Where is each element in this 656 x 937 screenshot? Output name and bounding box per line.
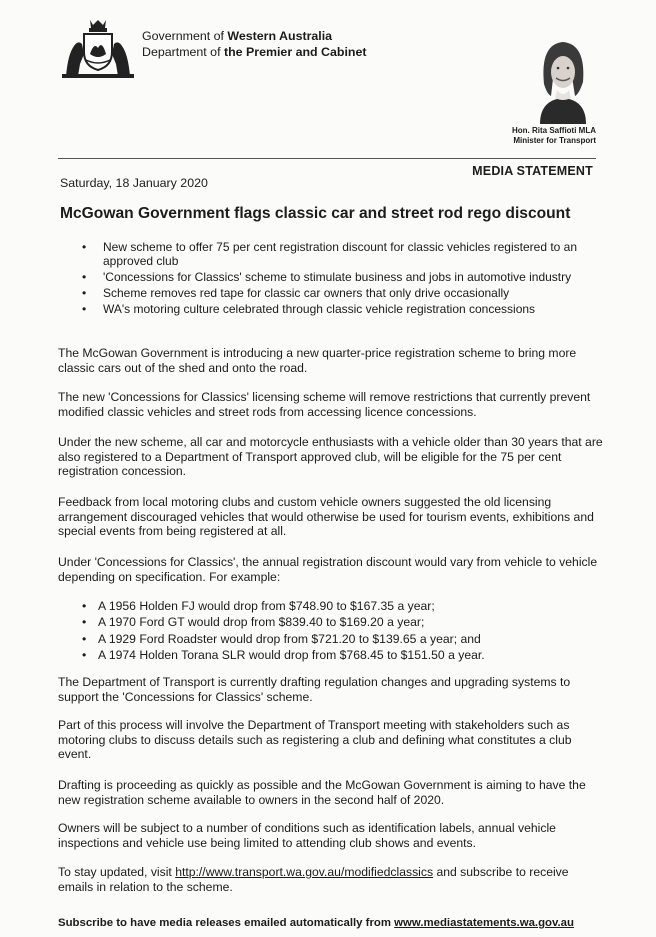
body-paragraph: Owners will be subject to a number of conditions such as identification labels, annual vehicle inspections and vehicle use being limited to attending club shows and events. [58,821,556,850]
key-points-list [82,240,602,318]
body-paragraph: The new 'Concessions for Classics' licensing scheme will remove restrictions that currently prevent modified classic vehicles and street rods from accessing licence concessions. [58,390,591,419]
key-point: • New scheme to offer 75 per cent registration discount for classic vehicles registered to an approved club [82,240,602,268]
key-point: • Scheme removes red tape for classic car owners that only drive occasionally [82,286,602,300]
minister-caption [478,126,596,146]
example-item: • A 1929 Ford Roadster would drop from $721.20 to $139.65 a year; and [82,631,602,647]
body-paragraph: To stay updated, visit http://www.transport.wa.gov.au/modifiedclassics and subscribe to receive emails in relation to the scheme. [58,865,569,894]
minister-photo [530,38,596,124]
subscribe-footer: Subscribe to have media releases emailed automatically from www.mediastatements.wa.gov.au [58,917,574,929]
example-item: • A 1956 Holden FJ would drop from $748.90 to $167.35 a year; [82,598,602,614]
examples-list [82,598,602,664]
statement-type: MEDIA STATEMENT [472,164,593,178]
minister-title: Minister for Transport [513,136,596,145]
body-paragraph: Under 'Concessions for Classics', the annual registration discount would vary from vehicle to vehicle depending on specification. For example: [58,555,598,584]
body-paragraph: Part of this process will involve the Department of Transport meeting with stakeholders such as motoring clubs to discuss details such as registering a club and defining what constitutes a club event. [58,718,572,762]
body-paragraph: The Department of Transport is currently drafting regulation changes and upgrading systems to support the 'Concessions for Classics' scheme. [58,675,571,704]
body-paragraph: Drafting is proceeding as quickly as possible and the McGowan Government is aiming to have the new registration scheme available to owners in the second half of 2020. [58,778,586,807]
body-paragraph: Under the new scheme, all car and motorcycle enthusiasts with a vehicle older than 30 years that are also registered to a Department of Transport approved club, will be eligible for the 75 per cent registration concession. [58,435,603,479]
minister-name: Hon. Rita Saffioti MLA [512,126,596,135]
body-paragraph: Feedback from local motoring clubs and custom vehicle owners suggested the old licensing arrangement discouraged vehicles that would otherwise be used for tourism events, exhibitions and special events from being registered at all. [58,495,594,539]
department-line: Department of the Premier and Cabinet [142,45,367,59]
media-statements-link[interactable]: www.mediastatements.wa.gov.au [394,917,574,929]
headline: McGowan Government flags classic car and street rod rego discount [60,205,571,222]
example-item: • A 1974 Holden Torana SLR would drop from $768.45 to $151.50 a year. [82,647,602,663]
transport-link[interactable]: http://www.transport.wa.gov.au/modifiedclassics [175,865,434,879]
example-item: • A 1970 Ford GT would drop from $839.40 to $169.20 a year; [82,614,602,630]
wa-coat-of-arms-icon [60,18,136,80]
release-date: Saturday, 18 January 2020 [60,176,208,190]
key-point: • WA's motoring culture celebrated through classic vehicle registration concessions [82,302,602,316]
key-point: • 'Concessions for Classics' scheme to stimulate business and jobs in automotive industry [82,270,602,284]
body-paragraph: The McGowan Government is introducing a new quarter-price registration scheme to bring more classic cars out of the shed and onto the road. [58,346,577,375]
government-header [142,28,367,60]
government-line: Government of Western Australia [142,29,333,43]
header-divider [58,158,596,159]
